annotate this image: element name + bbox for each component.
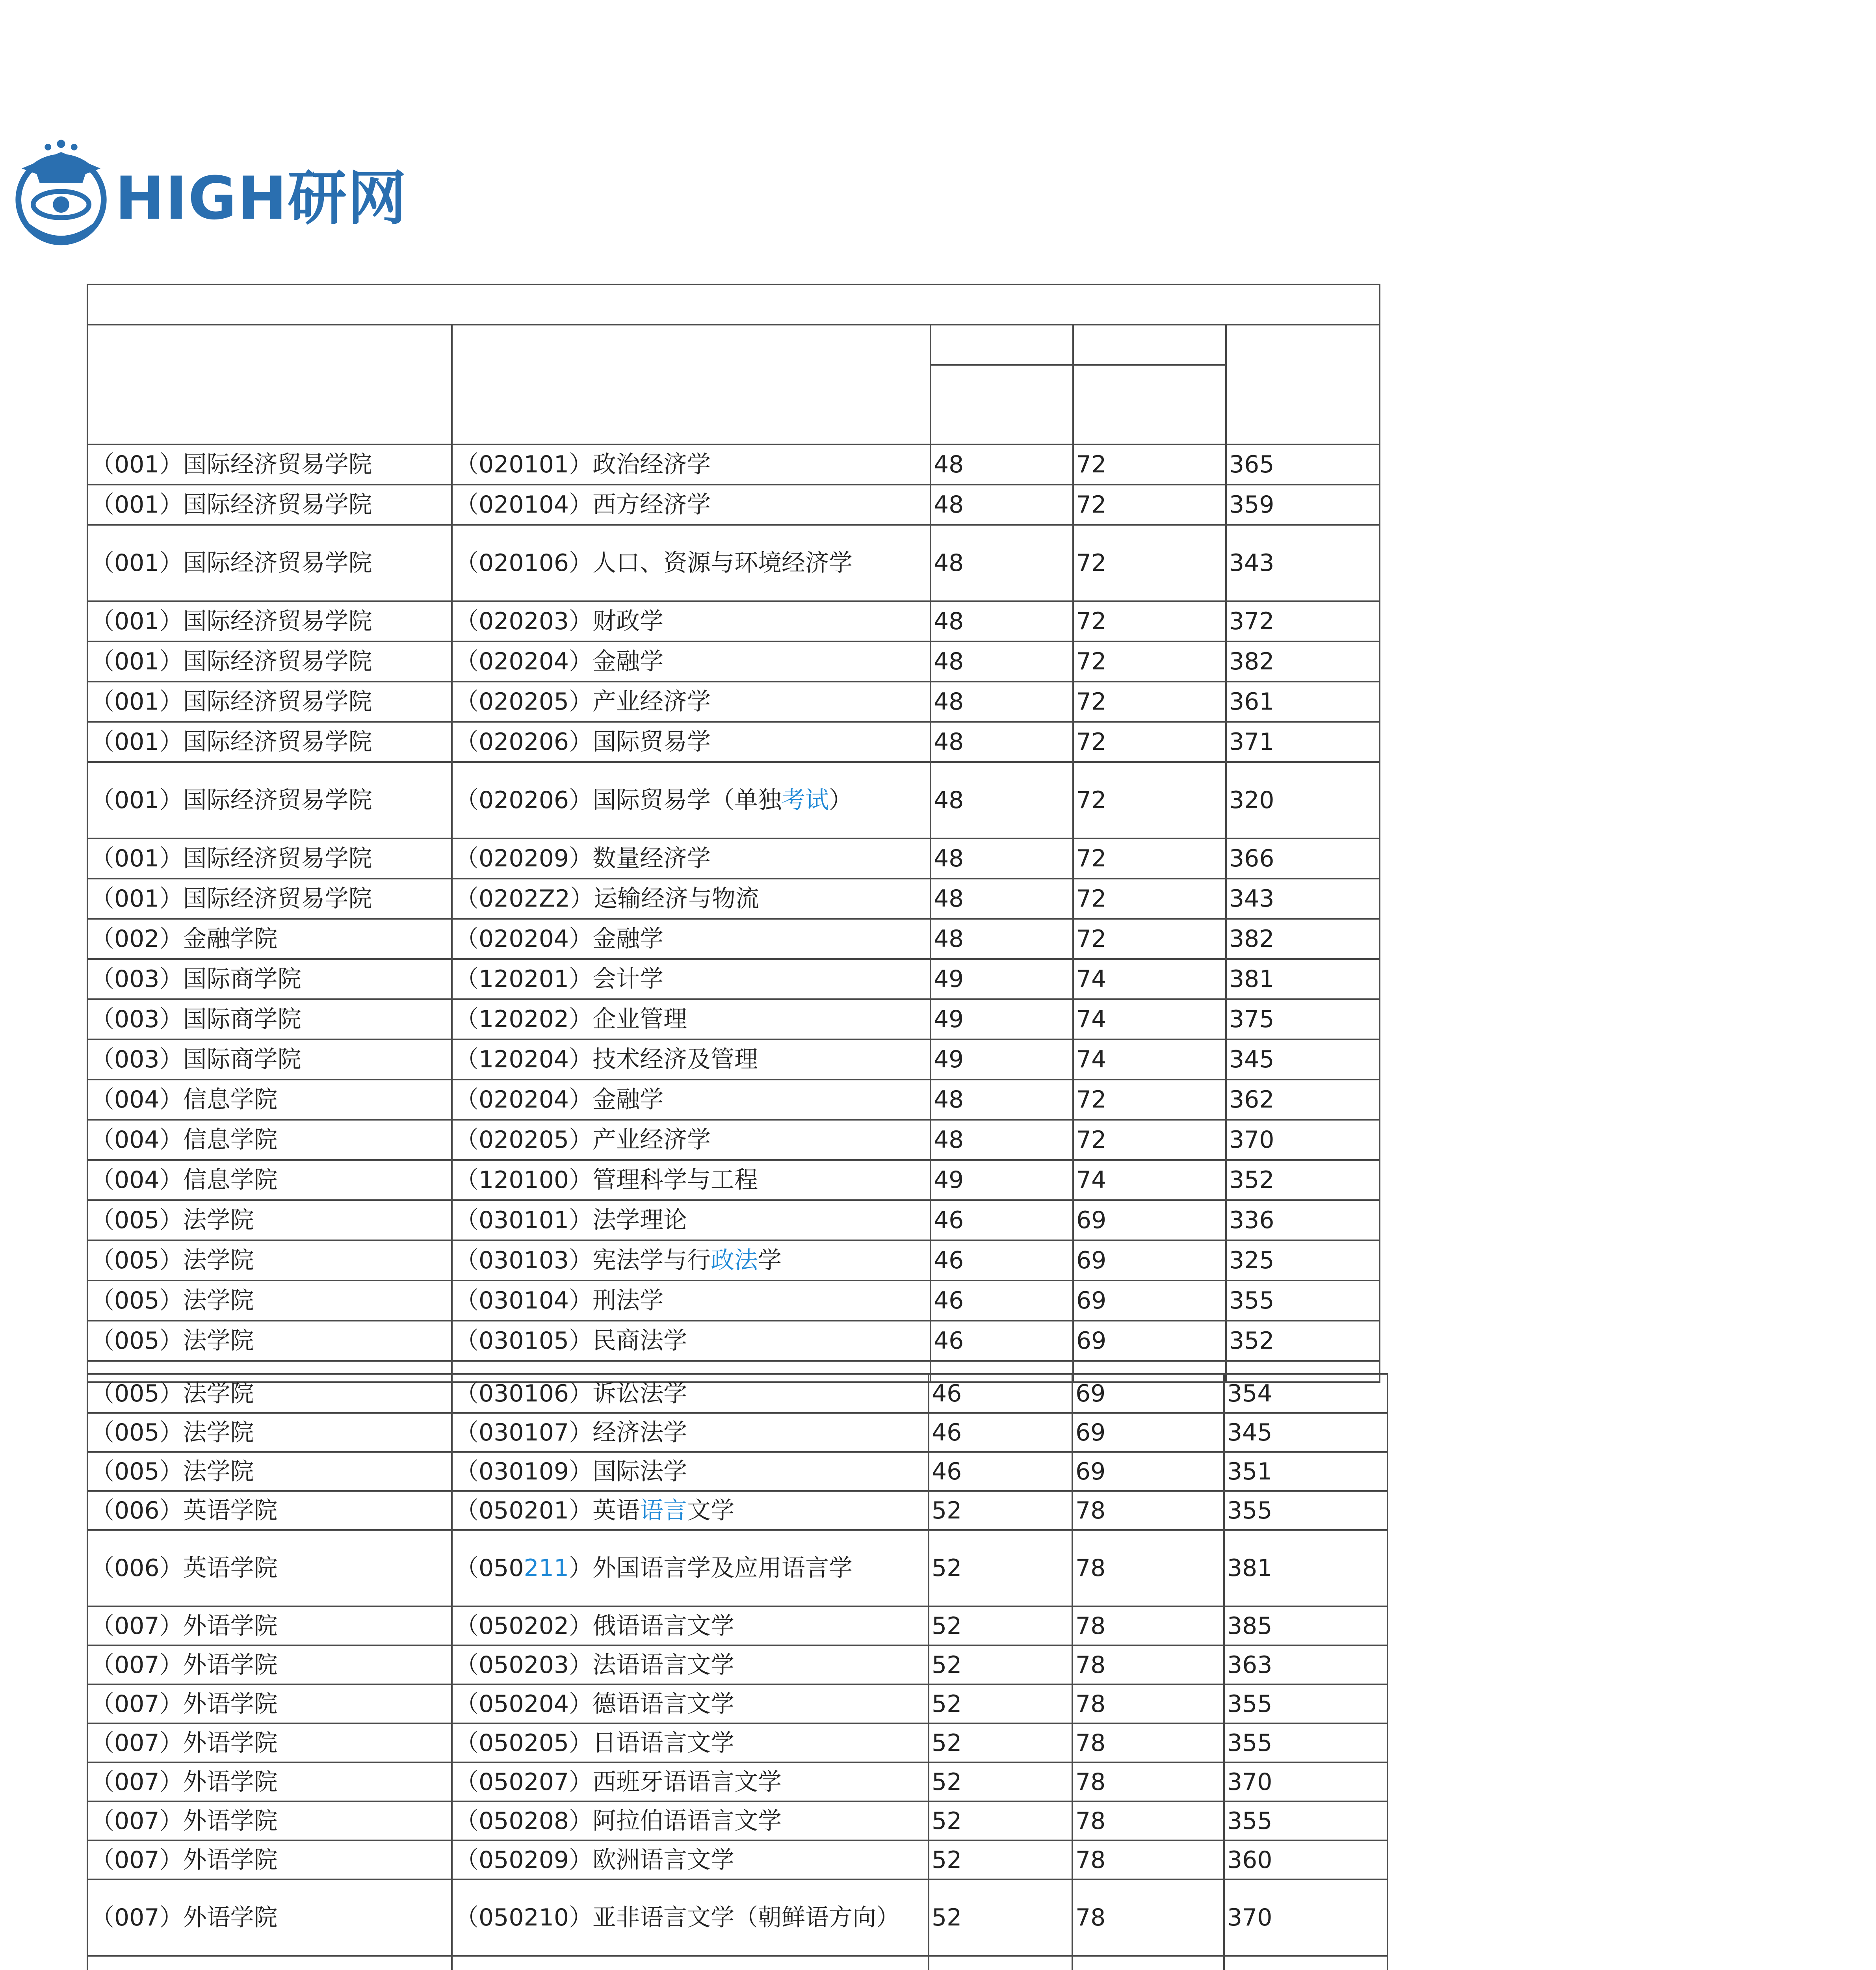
cell-single1: 48 [931, 1080, 1073, 1120]
cell-single2: 72 [1073, 525, 1226, 601]
cell-single2: 72 [1073, 722, 1226, 762]
cell-college: （005）法学院 [87, 1413, 452, 1452]
cell-major: （030101）法学理论 [452, 1200, 931, 1240]
table-row [87, 1723, 1387, 1762]
cell-major: （050207）西班牙语语言文学 [452, 1762, 929, 1801]
cell-major: （050211）外国语言学及应用语言学 [452, 1530, 929, 1606]
cell-single2: 72 [1073, 1080, 1226, 1120]
cell-single2: 74 [1073, 959, 1226, 999]
cell-single1: 52 [929, 1645, 1072, 1684]
table-row [87, 1606, 1387, 1645]
cell-single1: 48 [931, 525, 1073, 601]
cell-single2: 69 [1072, 1413, 1224, 1452]
cell-single1: 46 [929, 1452, 1072, 1491]
cell-single2: 72 [1073, 682, 1226, 722]
cell-single1: 48 [931, 1120, 1073, 1160]
table-row [87, 1374, 1387, 1413]
cell-college: （007）外语学院 [87, 1840, 452, 1879]
cell-single2: 72 [1073, 641, 1226, 682]
cell-total: 370 [1226, 1120, 1380, 1160]
cell-total: 352 [1226, 1160, 1380, 1200]
cell-major: （020204）金融学 [452, 641, 931, 682]
cell-total: 345 [1226, 1039, 1380, 1080]
logo-text: HIGH研网 [115, 164, 408, 233]
cell-major: （020205）产业经济学 [452, 682, 931, 722]
link-text[interactable]: 政法 [711, 1247, 758, 1274]
cell-single2: 72 [1073, 485, 1226, 525]
cell-college: （004）信息学院 [87, 1160, 452, 1200]
cell-major: （120100）管理科学与工程 [452, 1160, 931, 1200]
cell-total: 363 [1224, 1645, 1387, 1684]
cell-college: （001）国际经济贸易学院 [87, 444, 452, 485]
table-row [87, 838, 1380, 879]
cell-single2: 78 [1072, 1840, 1224, 1879]
cell-single1: 48 [931, 919, 1073, 959]
cell-single1: 52 [929, 1762, 1072, 1801]
cell-total: 370 [1224, 1879, 1387, 1956]
cell-total: 361 [1226, 682, 1380, 722]
cell-major: （020204）金融学 [452, 919, 931, 959]
table-title [87, 284, 1380, 325]
cell-major: （120204）技术经济及管理 [452, 1039, 931, 1080]
cell-college [87, 1956, 452, 1970]
cell-single1: 52 [929, 1491, 1072, 1530]
cell-college: （005）法学院 [87, 1280, 452, 1321]
cell-college: （007）外语学院 [87, 1801, 452, 1840]
cell-single2: 78 [1072, 1530, 1224, 1606]
table-row [87, 1413, 1387, 1452]
cell-college: （005）法学院 [87, 1452, 452, 1491]
cell-single1: 48 [931, 838, 1073, 879]
table-row [87, 999, 1380, 1039]
cell-single2: 72 [1073, 601, 1226, 641]
cell-total: 355 [1226, 1280, 1380, 1321]
table-title-row [87, 284, 1380, 325]
cell-single2: 78 [1072, 1491, 1224, 1530]
cell-total: 381 [1224, 1530, 1387, 1606]
cell-single1: 46 [931, 1321, 1073, 1361]
cell-single1: 52 [929, 1840, 1072, 1879]
cell-major: （050201）英语语言文学 [452, 1491, 929, 1530]
cell-major: （020209）数量经济学 [452, 838, 931, 879]
table-row [87, 919, 1380, 959]
cell-major: （050208）阿拉伯语语言文学 [452, 1801, 929, 1840]
cell-major: （020205）产业经济学 [452, 1120, 931, 1160]
link-text[interactable]: 考试 [782, 786, 829, 814]
cell-total: 354 [1224, 1374, 1387, 1413]
cell-college: （004）信息学院 [87, 1080, 452, 1120]
cell-college: （003）国际商学院 [87, 999, 452, 1039]
cell-single1: 52 [929, 1684, 1072, 1723]
cell-major: （020206）国际贸易学（单独考试） [452, 762, 931, 838]
table-row [87, 1956, 1387, 1970]
cell-single2: 72 [1073, 919, 1226, 959]
cell-major: （050203）法语语言文学 [452, 1645, 929, 1684]
header-single2-sub [1073, 365, 1226, 444]
cell-single2: 72 [1073, 762, 1226, 838]
cell-major: （020203）财政学 [452, 601, 931, 641]
link-text[interactable]: 语言 [640, 1496, 687, 1524]
cell-total: 320 [1226, 762, 1380, 838]
cell-single1: 52 [929, 1723, 1072, 1762]
table-row [87, 1530, 1387, 1606]
cell-single1: 49 [931, 1039, 1073, 1080]
cell-college: （005）法学院 [87, 1200, 452, 1240]
cell-major: （030104）刑法学 [452, 1280, 931, 1321]
cell-single2: 72 [1073, 1120, 1226, 1160]
table-row [87, 641, 1380, 682]
cell-major: （050204）德语语言文学 [452, 1684, 929, 1723]
cell-major: （030106）诉讼法学 [452, 1374, 929, 1413]
cell-college: （003）国际商学院 [87, 1039, 452, 1080]
cell-single1: 52 [929, 1879, 1072, 1956]
cell-single2: 78 [1072, 1723, 1224, 1762]
cell-total: 362 [1226, 1080, 1380, 1120]
cell-total: 336 [1226, 1200, 1380, 1240]
cell-college: （001）国际经济贸易学院 [87, 682, 452, 722]
link-text[interactable]: 211 [524, 1554, 569, 1582]
cell-single1: 49 [931, 999, 1073, 1039]
cell-major: （020106）人口、资源与环境经济学 [452, 525, 931, 601]
cell-total: 343 [1226, 879, 1380, 919]
header-total [1226, 325, 1380, 444]
table-row [87, 444, 1380, 485]
academic-score-table-continued [87, 1373, 1388, 1970]
cell-single1: 52 [929, 1530, 1072, 1606]
cell-single2: 69 [1072, 1374, 1224, 1413]
cell-major: （030109）国际法学 [452, 1452, 929, 1491]
cell-single1: 52 [929, 1606, 1072, 1645]
cell-single2 [1072, 1956, 1224, 1970]
table-row [87, 1491, 1387, 1530]
cell-single1: 46 [929, 1374, 1072, 1413]
cell-total: 345 [1224, 1413, 1387, 1452]
cell-college: （007）外语学院 [87, 1645, 452, 1684]
cell-major: （050209）欧洲语言文学 [452, 1840, 929, 1879]
cell-college: （007）外语学院 [87, 1606, 452, 1645]
cell-college: （007）外语学院 [87, 1879, 452, 1956]
cell-total: 355 [1224, 1491, 1387, 1530]
cell-total: 371 [1226, 722, 1380, 762]
cell-total: 375 [1226, 999, 1380, 1039]
table-row [87, 601, 1380, 641]
cell-college: （006）英语学院 [87, 1491, 452, 1530]
cell-single2: 69 [1073, 1200, 1226, 1240]
cell-total [1224, 1956, 1387, 1970]
cell-major: （050202）俄语语言文学 [452, 1606, 929, 1645]
header-row [87, 325, 1380, 365]
cell-total: 325 [1226, 1240, 1380, 1280]
table-row [87, 722, 1380, 762]
table-row [87, 1321, 1380, 1361]
cell-college: （001）国际经济贸易学院 [87, 601, 452, 641]
cell-college: （001）国际经济贸易学院 [87, 879, 452, 919]
table-row [87, 1684, 1387, 1723]
cell-total: 352 [1226, 1321, 1380, 1361]
table-row [87, 525, 1380, 601]
cell-single1: 48 [931, 879, 1073, 919]
cell-single2: 78 [1072, 1684, 1224, 1723]
cell-college: （005）法学院 [87, 1240, 452, 1280]
cell-single2: 74 [1073, 999, 1226, 1039]
table-row [87, 1120, 1380, 1160]
cell-single1: 48 [931, 485, 1073, 525]
header-major [452, 325, 931, 444]
cell-single1: 49 [931, 959, 1073, 999]
cell-total: 365 [1226, 444, 1380, 485]
cell-major: （120202）企业管理 [452, 999, 931, 1039]
header-single1-sub [931, 365, 1073, 444]
table-row [87, 1762, 1387, 1801]
cell-single1: 46 [931, 1240, 1073, 1280]
cell-college: （001）国际经济贸易学院 [87, 762, 452, 838]
table-row [87, 762, 1380, 838]
table-row [87, 1240, 1380, 1280]
cell-major: （030105）民商法学 [452, 1321, 931, 1361]
cell-college: （001）国际经济贸易学院 [87, 838, 452, 879]
cell-major: （030103）宪法学与行政法学 [452, 1240, 931, 1280]
cell-college: （001）国际经济贸易学院 [87, 641, 452, 682]
cell-single2: 69 [1073, 1280, 1226, 1321]
cell-total: 355 [1224, 1723, 1387, 1762]
cell-college: （007）外语学院 [87, 1723, 452, 1762]
cell-major: （050205）日语语言文学 [452, 1723, 929, 1762]
cell-college: （005）法学院 [87, 1321, 452, 1361]
cell-total: 359 [1226, 485, 1380, 525]
cell-single2: 74 [1073, 1039, 1226, 1080]
cell-single1: 48 [931, 641, 1073, 682]
cell-single2: 69 [1073, 1321, 1226, 1361]
cell-single1: 49 [931, 1160, 1073, 1200]
cell-total: 366 [1226, 838, 1380, 879]
table-row [87, 1039, 1380, 1080]
cell-single2: 72 [1073, 444, 1226, 485]
cell-single2: 78 [1072, 1762, 1224, 1801]
cell-single2: 69 [1073, 1240, 1226, 1280]
cell-single1: 48 [931, 722, 1073, 762]
cell-college: （001）国际经济贸易学院 [87, 485, 452, 525]
cell-single1: 46 [931, 1280, 1073, 1321]
cell-college: （004）信息学院 [87, 1120, 452, 1160]
cell-total: 370 [1224, 1762, 1387, 1801]
cell-college: （001）国际经济贸易学院 [87, 525, 452, 601]
cell-single2: 72 [1073, 879, 1226, 919]
cell-major: （020104）西方经济学 [452, 485, 931, 525]
cell-major: （020101）政治经济学 [452, 444, 931, 485]
table-row [87, 959, 1380, 999]
table-row [87, 1879, 1387, 1956]
table-row [87, 1200, 1380, 1240]
cell-single1: 46 [929, 1413, 1072, 1452]
cell-total: 382 [1226, 919, 1380, 959]
cell-single2: 69 [1072, 1452, 1224, 1491]
header-single1-top [931, 325, 1073, 365]
cell-major: （120201）会计学 [452, 959, 931, 999]
table-row [87, 1801, 1387, 1840]
cell-college: （002）金融学院 [87, 919, 452, 959]
cell-single2: 78 [1072, 1801, 1224, 1840]
table-row [87, 1645, 1387, 1684]
cell-college: （005）法学院 [87, 1374, 452, 1413]
graduation-eye-icon [12, 134, 110, 252]
cell-single1: 48 [931, 762, 1073, 838]
cell-total: 381 [1226, 959, 1380, 999]
table-row [87, 1452, 1387, 1491]
academic-score-table [87, 284, 1380, 1383]
table-row [87, 682, 1380, 722]
cell-total: 382 [1226, 641, 1380, 682]
table-row [87, 1840, 1387, 1879]
cell-single1: 48 [931, 601, 1073, 641]
cell-single1: 48 [931, 682, 1073, 722]
cell-total: 355 [1224, 1801, 1387, 1840]
cell-total: 355 [1224, 1684, 1387, 1723]
cell-total: 385 [1224, 1606, 1387, 1645]
header-college [87, 325, 452, 444]
cell-college: （001）国际经济贸易学院 [87, 722, 452, 762]
cell-single1 [929, 1956, 1072, 1970]
cell-college: （006）英语学院 [87, 1530, 452, 1606]
table-row [87, 1160, 1380, 1200]
cell-total: 351 [1224, 1452, 1387, 1491]
cell-major: （020206）国际贸易学 [452, 722, 931, 762]
cell-college: （007）外语学院 [87, 1762, 452, 1801]
table-row [87, 1280, 1380, 1321]
cell-total: 360 [1224, 1840, 1387, 1879]
cell-single2: 78 [1072, 1606, 1224, 1645]
cell-single1: 52 [929, 1801, 1072, 1840]
header-single2-top [1073, 325, 1226, 365]
cell-single2: 72 [1073, 838, 1226, 879]
table-row [87, 485, 1380, 525]
cell-major: （020204）金融学 [452, 1080, 931, 1120]
cell-major: （0202Z2）运输经济与物流 [452, 879, 931, 919]
cell-single2: 74 [1073, 1160, 1226, 1200]
cell-total: 343 [1226, 525, 1380, 601]
cell-major: （050210）亚非语言文学（朝鲜语方向） [452, 1879, 929, 1956]
cell-total: 372 [1226, 601, 1380, 641]
cell-college: （007）外语学院 [87, 1684, 452, 1723]
cell-single1: 46 [931, 1200, 1073, 1240]
table-row [87, 1080, 1380, 1120]
table-row [87, 879, 1380, 919]
cell-major [452, 1956, 929, 1970]
cell-single2: 78 [1072, 1879, 1224, 1956]
cell-single2: 78 [1072, 1645, 1224, 1684]
site-logo[interactable] [12, 134, 407, 252]
cell-college: （003）国际商学院 [87, 959, 452, 999]
cell-major: （030107）经济法学 [452, 1413, 929, 1452]
cell-single1: 48 [931, 444, 1073, 485]
